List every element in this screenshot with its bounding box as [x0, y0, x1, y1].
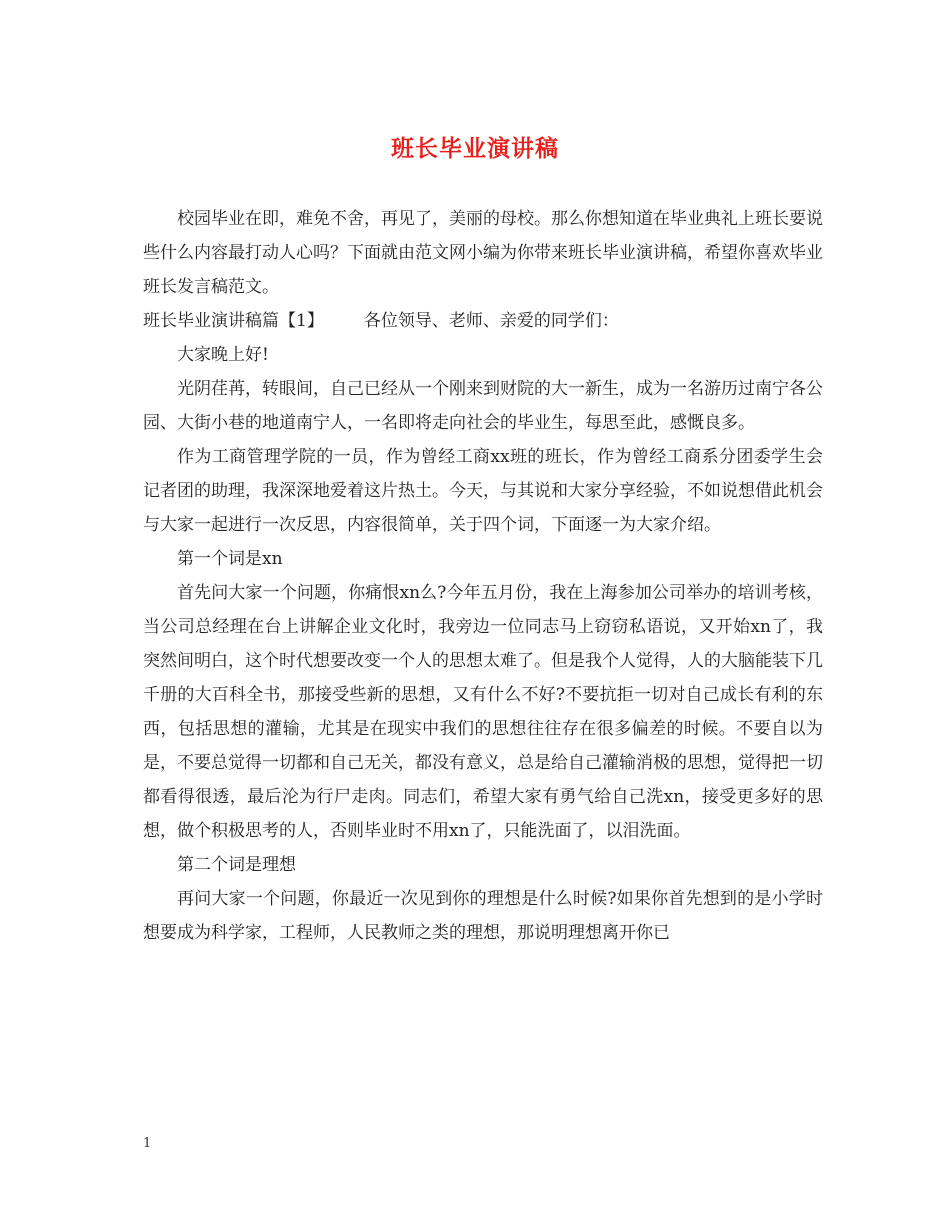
salutation: 各位领导、老师、亲爱的同学们： [363, 311, 619, 331]
body-paragraph-3: 首先问大家一个问题，你痛恨xn么?今年五月份，我在上海参加公司举办的培训考核，当公司总经理在台上讲解企业文化时，我旁边一位同志马上窃窃私语说，又开始xn了，我突然间明白，这个时代想要改变一个人的思想太难了。但是我个人觉得，人的大脑能装下几千册的大百科全书，那接受些新的思想，又有什么不好?不要抗拒一切对自己成长有利的东西，包括思想的灌输，尤其是在现实中我们的思想往往存在很多偏差的时候。不要自以为是，不要总觉得一切都和自己无关，都没有意义，总是给自己灌输消极的思想，觉得把一切都看得很透，最后沦为行尸走肉。同志们，希望大家有勇气给自己洗xn，接受更多好的思想，做个积极思考的人，否则毕业时不用xn了，只能洗面了，以泪洗面。 [143, 583, 823, 841]
word-2-heading: 第二个词是理想 [177, 855, 296, 875]
word-1-heading: 第一个词是xn [177, 549, 283, 569]
greeting-paragraph: 大家晚上好! [177, 345, 269, 365]
body-paragraph-2: 作为工商管理学院的一员，作为曾经工商xx班的班长，作为曾经工商系分团委学生会记者团的助理，我深深地爱着这片热土。今天，与其说和大家分享经验，不如说想借此机会与大家一起进行一次反思，内容很简单，关于四个词，下面逐一为大家介绍。 [143, 447, 823, 535]
intro-paragraph: 校园毕业在即，难免不舍，再见了，美丽的母校。那么你想知道在毕业典礼上班长要说些什么内容最打动人心吗？下面就由范文网小编为你带来班长毕业演讲稿，希望你喜欢毕业班长发言稿范文。 [143, 209, 823, 297]
document-title: 班长毕业演讲稿 [391, 135, 559, 162]
page-number: 1 [143, 1136, 152, 1151]
body-paragraph-1: 光阴荏苒，转眼间，自己已经从一个刚来到财院的大一新生，成为一名游历过南宁各公园、大街小巷的地道南宁人，一名即将走向社会的毕业生，每思至此，感慨良多。 [143, 379, 823, 433]
document-body [143, 202, 823, 950]
section-heading-line [143, 304, 823, 338]
section-label: 班长毕业演讲稿篇【1】 [143, 311, 324, 331]
body-paragraph-4: 再问大家一个问题，你最近一次见到你的理想是什么时候?如果你首先想到的是小学时想要成为科学家，工程师，人民教师之类的理想，那说明理想离开你已 [143, 889, 823, 943]
